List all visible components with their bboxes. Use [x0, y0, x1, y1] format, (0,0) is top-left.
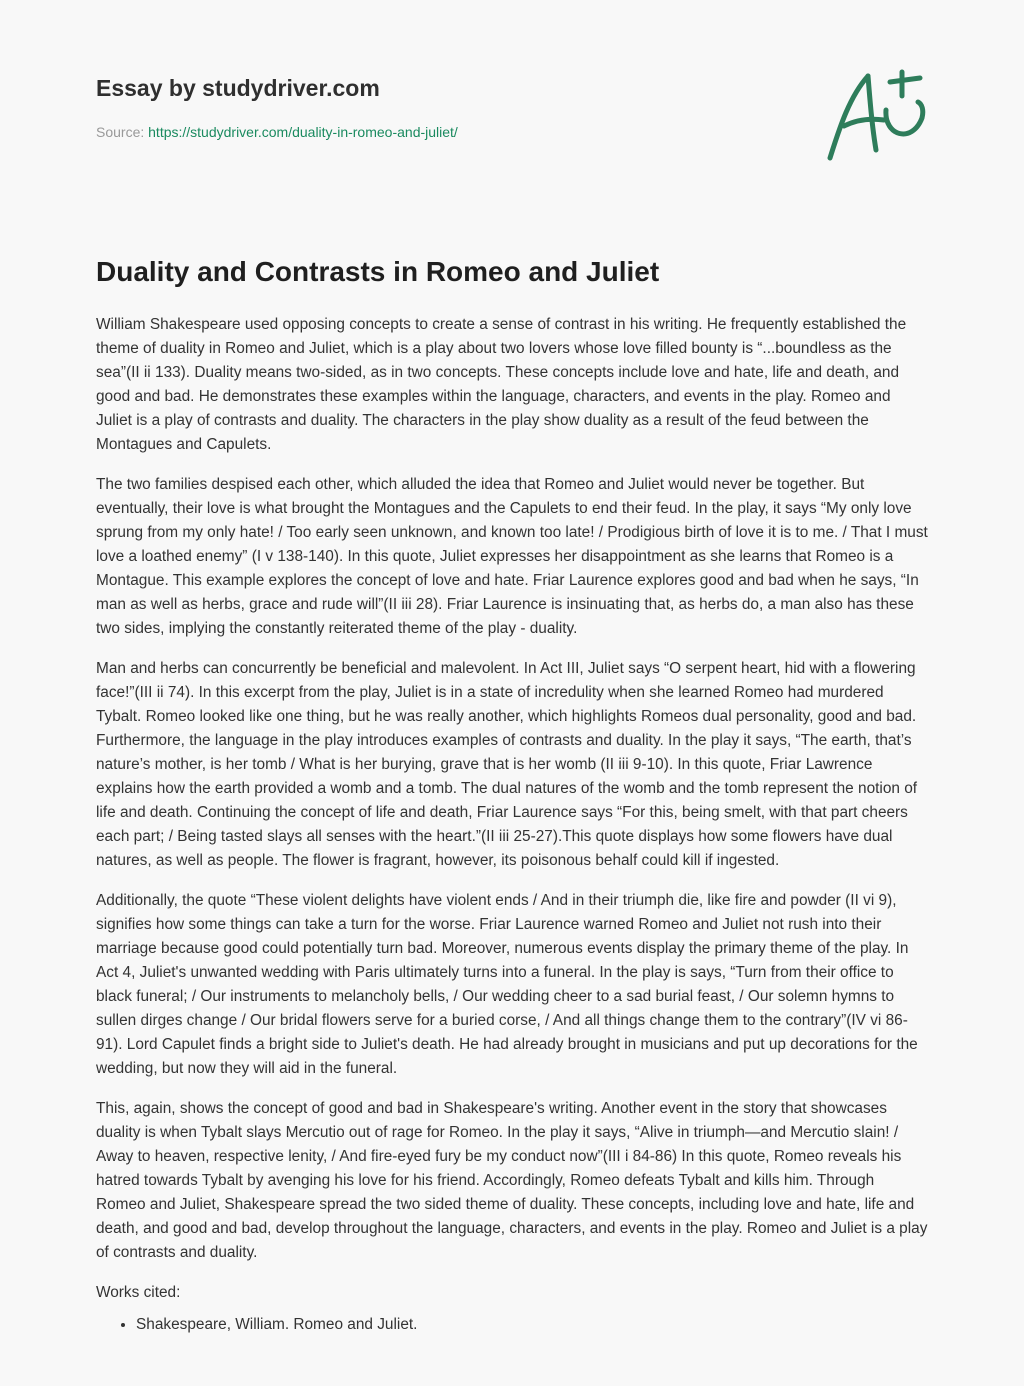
- essay-paragraph: The two families despised each other, which alluded the idea that Romeo and Juliet would never be together. But eventually, their love is what brought the Montagues and the Capulets to end their feud. In the play, it says “My only love sprung from my only hate! / Too early seen unknown, and known too late! / Prodigious birth of love it is to me. / That I must love a loathed enemy” (I v 138-140). In this quote, Juliet expresses her disappointment as she learns that Romeo is a Montague. This example explores the concept of love and hate. Friar Laurence explores good and bad when he says, “In man as well as herbs, grace and rude will”(II iii 28). Friar Laurence is insinuating that, as herbs do, a man also has these two sides, implying the constantly reiterated theme of the play - duality.: [96, 476, 928, 637]
- essay-body: [96, 313, 928, 1337]
- essay-paragraph: Man and herbs can concurrently be beneficial and malevolent. In Act III, Juliet says “O serpent heart, hid with a flowering face!”(III ii 74). In this excerpt from the play, Juliet is in a state of incredulity when she learned Romeo had murdered Tybalt. Romeo looked like one thing, but he was really another, which highlights Romeos dual personality, good and bad. Furthermore, the language in the play introduces examples of contrasts and duality. In the play it says, “The earth, that’s nature’s mother, is her tomb / What is her burying, grave that is her womb (II iii 9-10). In this quote, Friar Lawrence explains how the earth provided a womb and a tomb. The dual natures of the womb and the tomb represent the notion of life and death. Continuing the concept of life and death, Friar Laurence says “For this, being smelt, with that part cheers each part; / Being tasted slays all senses with the heart.”(II iii 25-27).This quote displays how some flowers have dual natures, as well as people. The flower is fragrant, however, its poisonous behalf could kill if ingested.: [96, 660, 918, 869]
- source-line: [96, 122, 696, 142]
- site-title: Essay by studydriver.com: [96, 75, 380, 101]
- source-link[interactable]: https://studydriver.com/duality-in-romeo-and-juliet/: [148, 124, 458, 140]
- works-cited-list: [96, 1313, 928, 1337]
- essay-paragraph: William Shakespeare used opposing concepts to create a sense of contrast in his writing. He frequently established the theme of duality in Romeo and Juliet, which is a play about two lovers whose love filled bounty is “...boundless as the sea”(II ii 133). Duality means two-sided, as in two concepts. These concepts include love and hate, life and death, and good and bad. He demonstrates these examples within the language, characters, and events in the play. Romeo and Juliet is a play of contrasts and duality. The characters in the play show duality as a result of the feud between the Montagues and Capulets.: [96, 316, 907, 453]
- essay-paragraph: This, again, shows the concept of good and bad in Shakespeare's writing. Another event in the story that showcases duality is when Tybalt slays Mercutio out of rage for Romeo. In the play it says, “Alive in triumph—and Mercutio slain! / Away to heaven, respective lenity, / And fire-eyed fury be my conduct now”(III i 84-86) In this quote, Romeo reveals his hatred towards Tybalt by avenging his love for his friend. Accordingly, Romeo defeats Tybalt and kills him. Through Romeo and Juliet, Shakespeare spread the two sided theme of duality. These concepts, including love and hate, life and death, and good and bad, develop throughout the language, characters, and events in the play. Romeo and Juliet is a play of contrasts and duality.: [96, 1100, 928, 1261]
- works-cited-label: Works cited:: [96, 1284, 181, 1301]
- essay-paragraph: Additionally, the quote “These violent delights have violent ends / And in their triumph die, like fire and powder (II vi 9), signifies how some things can take a turn for the worse. Friar Laurence warned Romeo and Juliet not rush into their marriage because good could potentially turn bad. Moreover, numerous events display the primary theme of the play. In Act 4, Juliet's unwanted wedding with Paris ultimately turns into a funeral. In the play is says, “Turn from their office to black funeral; / Our instruments to melancholy bells, / Our wedding cheer to a sad burial feast, / Our solemn hymns to sullen dirges change / Our bridal flowers serve for a buried corse, / And all things change them to the contrary”(IV vi 86-91). Lord Capulet finds a bright side to Juliet's death. He had already brought in musicians and put up decorations for the wedding, but now they will aid in the funeral.: [96, 892, 918, 1077]
- a-plus-logo-icon: [822, 66, 932, 166]
- page-header: [96, 72, 696, 142]
- essay-title: Duality and Contrasts in Romeo and Juliet: [96, 256, 660, 287]
- works-cited-item: • Shakespeare, William. Romeo and Juliet.: [136, 1313, 928, 1337]
- source-label: Source:: [96, 124, 149, 140]
